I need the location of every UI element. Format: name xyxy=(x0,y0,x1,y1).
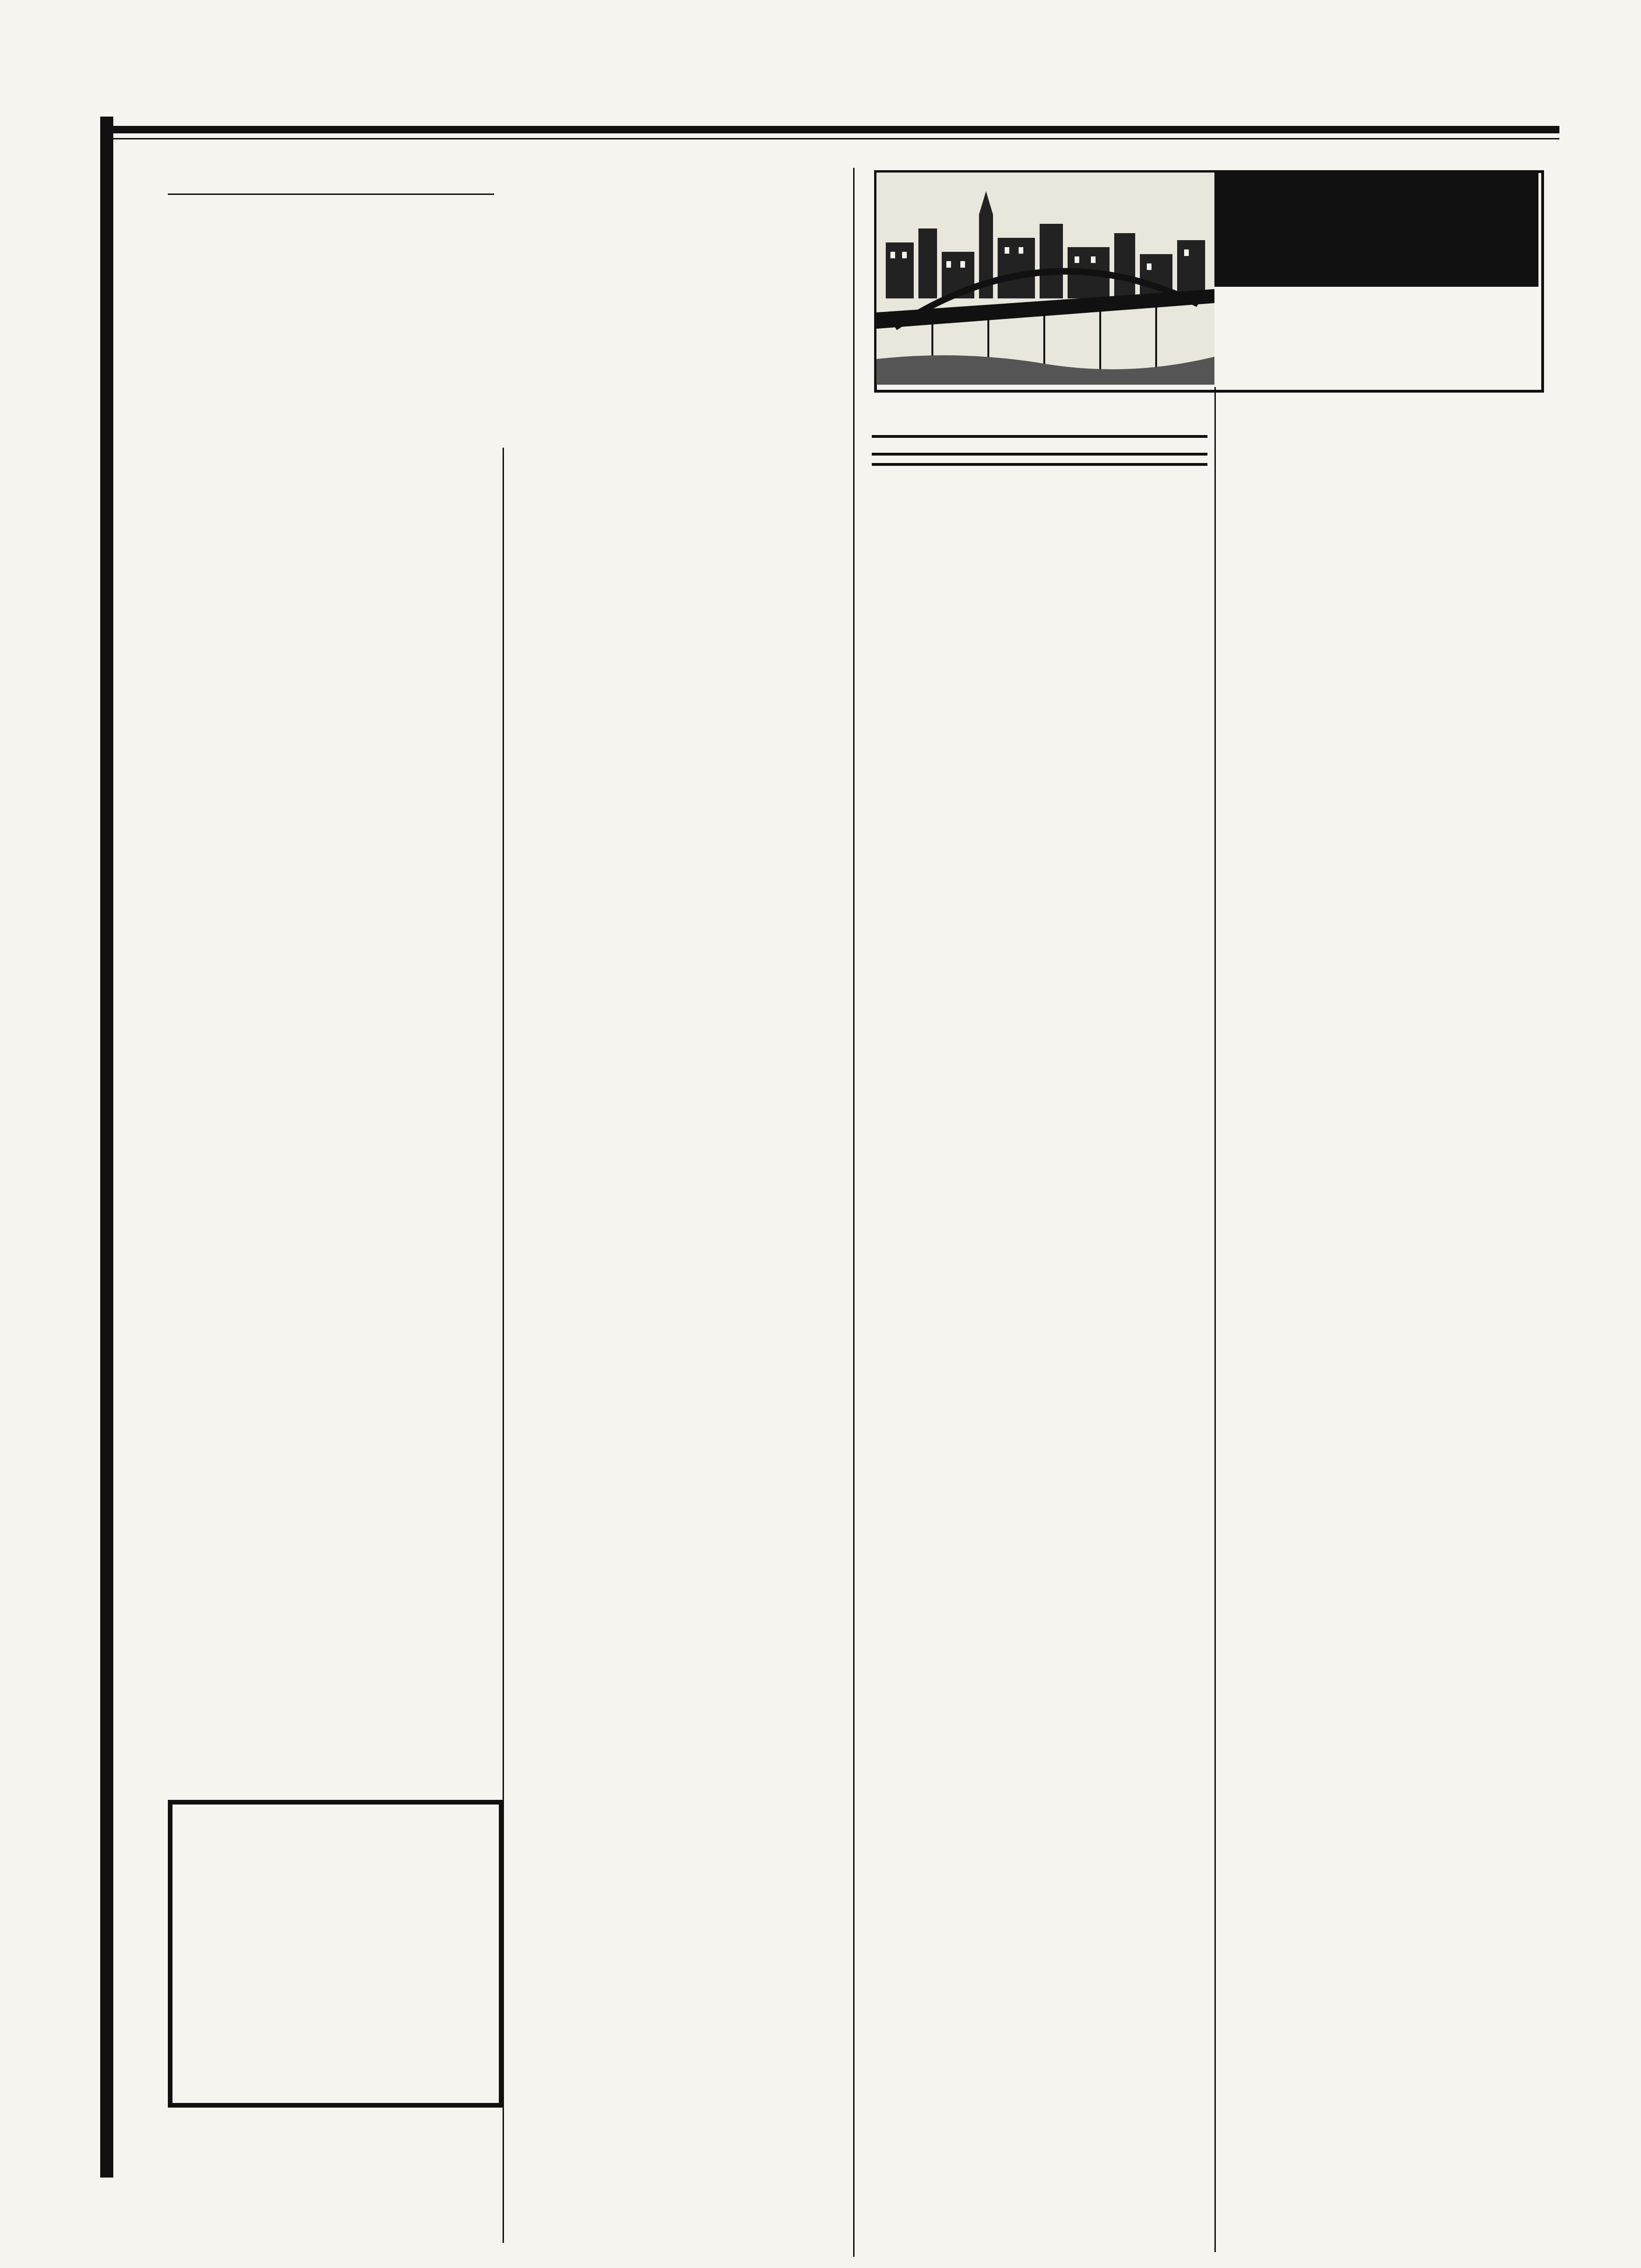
prize-ad xyxy=(168,1800,503,2108)
section-rule xyxy=(853,168,855,2257)
right-column xyxy=(1224,326,1541,408)
porto-subtitle xyxy=(1247,287,1506,324)
main-story-column-2 xyxy=(508,448,844,2252)
column-rule xyxy=(1214,387,1216,2252)
prize-tag xyxy=(172,1805,499,1811)
top-rule-thin xyxy=(100,138,1559,139)
left-edge-bar xyxy=(100,117,113,2178)
divider xyxy=(872,453,1207,456)
lottery-results xyxy=(165,1016,501,1027)
divider xyxy=(872,435,1207,438)
kicker-rule xyxy=(168,194,494,195)
main-story-column-1 xyxy=(165,448,499,998)
porto-title xyxy=(1214,170,1538,287)
divider xyxy=(872,463,1207,466)
middle-column xyxy=(872,417,1207,473)
porto-city-illustration xyxy=(876,173,1214,385)
top-rule xyxy=(100,126,1559,133)
